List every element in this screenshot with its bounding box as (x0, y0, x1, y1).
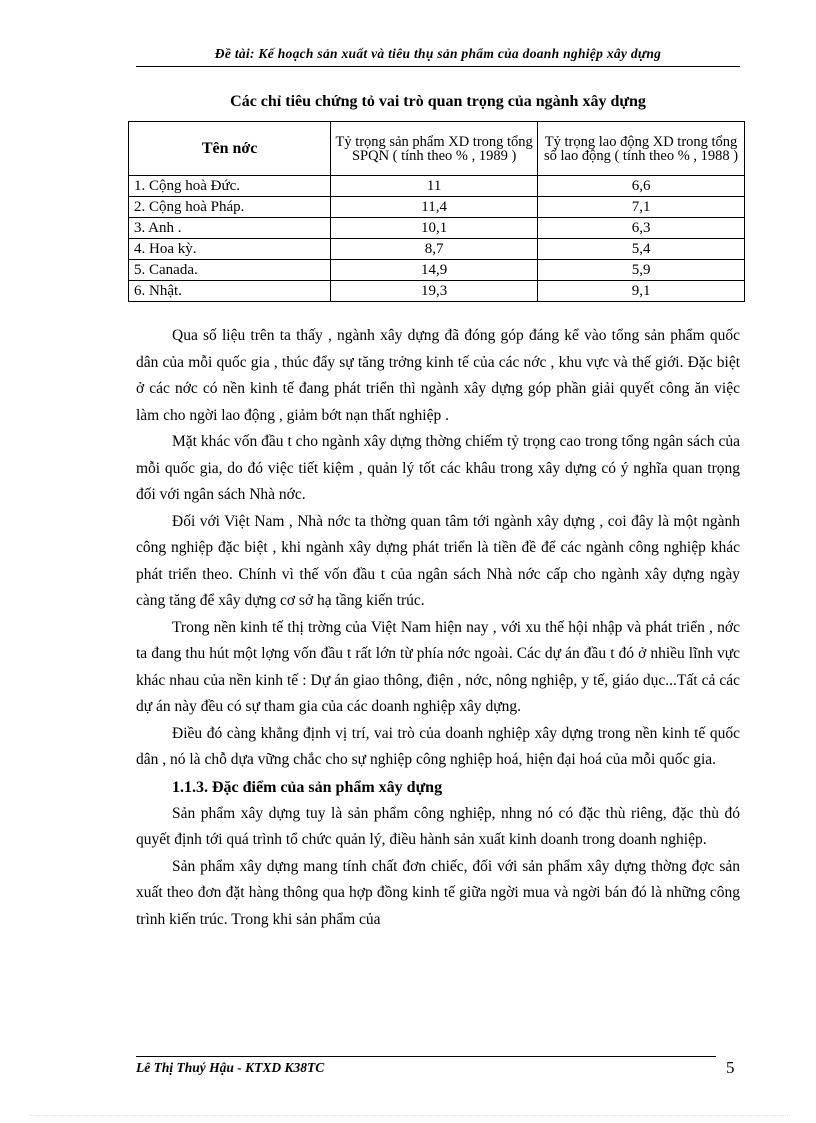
column-header-labor-share: Tỷ trọng lao động XD trong tổng số lao động ( tính theo % , 1988 ) (538, 122, 745, 176)
table-header-row (129, 122, 745, 176)
table-row (129, 176, 745, 197)
table-row (129, 197, 745, 218)
output-cell: 11,4 (331, 197, 538, 218)
paragraph: Trong nền kinh tế thị trờng của Việt Nam hiện nay , với xu thế hội nhập và phát triển , nớc ta đang thu hút một lợng vốn đầu t rất lớn từ phía nớc ngoài. Các dự án đầu t đó ở nhiều lĩnh vực khác nhau của nền kinh tế : Dự án giao thông, điện , nớc, nông nghiệp, y tế, giáo dục...Tất cả các dự án này đều có sự tham gia của các doanh nghiệp xây dựng. (136, 618, 740, 715)
output-cell: 8,7 (331, 239, 538, 260)
output-cell: 19,3 (331, 281, 538, 302)
footer-author: Lê Thị Thuý Hậu - KTXD K38TC (136, 1060, 325, 1075)
footer-divider (136, 1056, 716, 1057)
document-header-title: Đề tài: Kế hoạch sản xuất và tiêu thụ sản phẩm của doanh nghiệp xây dựng (214, 46, 662, 61)
table-row (129, 260, 745, 281)
labor-cell: 5,9 (538, 260, 745, 281)
table-row (129, 281, 745, 302)
country-cell: 4. Hoa kỳ. (129, 239, 331, 260)
table-row (129, 218, 745, 239)
labor-cell: 5,4 (538, 239, 745, 260)
paragraph: Điều đó càng khẳng định vị trí, vai trò của doanh nghiệp xây dựng trong nền kinh tế quốc dân , nó là chỗ dựa vững chắc cho sự nghiệp công nghiệp hoá, hiện đại hoá của mỗi quốc gia. (136, 724, 740, 768)
column-header-output-share: Tỷ trọng sản phẩm XD trong tổng SPQN ( tính theo % , 1989 ) (331, 122, 538, 176)
table-title: Các chỉ tiêu chứng tỏ vai trò quan trọng của ngành xây dựng (230, 93, 646, 110)
column-header-country: Tên nớc (129, 122, 331, 176)
body-text (136, 323, 740, 933)
statistics-table (128, 121, 745, 302)
labor-cell: 9,1 (538, 281, 745, 302)
labor-cell: 6,6 (538, 176, 745, 197)
paragraph: Sản phẩm xây dựng mang tính chất đơn chiếc, đối với sản phẩm xây dựng thờng đợc sản xuất theo đơn đặt hàng thông qua hợp đồng kinh tế giữa ngời mua và ngời bán đó là những công trình kiến trúc. Trong khi sản phẩm của (136, 857, 740, 928)
output-cell: 14,9 (331, 260, 538, 281)
paragraph: Mặt khác vốn đầu t cho ngành xây dựng thờng chiếm tỷ trọng cao trong tổng ngân sách của mỗi quốc gia, do đó việc tiết kiệm , quản lý tốt các khâu trong xây dựng có ý nghĩa quan trọng đối với ngân sách Nhà nớc. (136, 433, 740, 503)
country-cell: 3. Anh . (129, 218, 331, 239)
country-cell: 1. Cộng hoà Đức. (129, 176, 331, 197)
output-cell: 10,1 (331, 218, 538, 239)
labor-cell: 7,1 (538, 197, 745, 218)
section-heading: 1.1.3. Đặc điểm của sản phẩm xây dựng (172, 778, 443, 796)
paragraph: Đối với Việt Nam , Nhà nớc ta thờng quan tâm tới ngành xây dựng , coi đây là một ngành công nghiệp đặc biệt , khi ngành xây dựng phát triển là tiền đề để các ngành công nghiệp khác phát triển theo. Chính vì thế vốn đầu t của ngân sách Nhà nớc cấp cho ngành xây dựng ngày càng tăng để xây dựng cơ sở hạ tầng kiến trúc. (136, 512, 740, 609)
table-row (129, 239, 745, 260)
country-cell: 6. Nhật. (129, 281, 331, 302)
paragraph: Sản phẩm xây dựng tuy là sản phẩm công nghiệp, nhng nó có đặc thù riêng, đặc thù đó quyết định tới quá trình tổ chức quản lý, điều hành sản xuất kinh doanh trong doanh nghiệp. (136, 804, 740, 848)
page-number: 5 (726, 1058, 735, 1077)
paragraph: Qua số liệu trên ta thấy , ngành xây dựng đã đóng góp đáng kể vào tổng sản phẩm quốc dân của mỗi quốc gia , thúc đẩy sự tăng trởng kinh tế của các nớc , khu vực và thế giới. Đặc biệt ở các nớc có nền kinh tế đang phát triển thì ngành xây dựng góp phần giải quyết công ăn việc làm cho ngời lao động , giảm bớt nạn thất nghiệp . (136, 327, 740, 424)
country-cell: 2. Cộng hoà Pháp. (129, 197, 331, 218)
country-cell: 5. Canada. (129, 260, 331, 281)
header-divider (136, 66, 740, 67)
page-bottom-border (30, 1115, 790, 1116)
labor-cell: 6,3 (538, 218, 745, 239)
output-cell: 11 (331, 176, 538, 197)
